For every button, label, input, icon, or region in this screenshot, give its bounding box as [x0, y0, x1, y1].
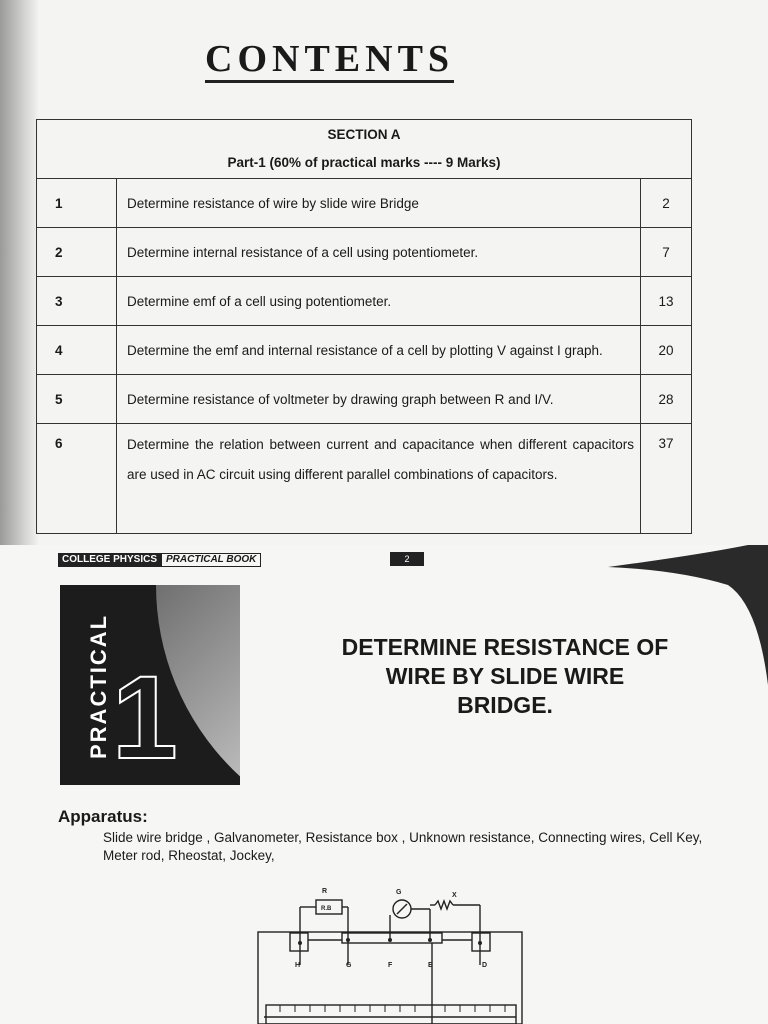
row-number: 6	[37, 424, 117, 534]
apparatus-heading: Apparatus:	[58, 807, 148, 826]
label-rb: R.B	[321, 906, 332, 912]
practical-number: 1	[112, 652, 178, 784]
table-row	[37, 228, 692, 277]
page-number-badge: 2	[390, 552, 424, 566]
row-page: 28	[641, 375, 692, 424]
chapter-title: DETERMINE RESISTANCE OF WIRE BY SLIDE WIRE BRIDGE.	[341, 634, 669, 718]
row-number: 2	[37, 228, 117, 277]
row-number: 1	[37, 179, 117, 228]
contents-table	[36, 119, 692, 534]
row-title: Determine emf of a cell using potentiometer.	[117, 277, 641, 326]
slide-wire-bridge-diagram	[250, 885, 530, 1024]
row-title: Determine resistance of wire by slide wire Bridge	[117, 179, 641, 228]
row-page: 37	[641, 424, 692, 534]
label-r: R	[322, 888, 328, 895]
table-row	[37, 326, 692, 375]
section-label: SECTION A	[327, 127, 401, 142]
apparatus-text: Slide wire bridge , Galvanometer, Resistance box , Unknown resistance, Connecting wires, Cell Key, Meter rod, Rheostat, Jockey,	[103, 830, 703, 863]
row-page: 2	[641, 179, 692, 228]
row-title: Determine internal resistance of a cell using potentiometer.	[117, 228, 641, 277]
book-header	[58, 553, 261, 567]
table-row	[37, 375, 692, 424]
part-label: Part-1 (60% of practical marks ---- 9 Marks)	[227, 155, 501, 170]
table-header	[37, 120, 692, 179]
row-title: Determine resistance of voltmeter by drawing graph between R and I/V.	[117, 375, 641, 424]
label-f: F	[388, 962, 393, 969]
row-page: 13	[641, 277, 692, 326]
row-number: 4	[37, 326, 117, 375]
practical-banner	[60, 585, 240, 785]
table-row	[37, 277, 692, 326]
row-title: Determine the emf and internal resistance of a cell by plotting V against I graph.	[117, 326, 641, 375]
practical-page	[0, 545, 768, 1024]
label-g: G	[346, 962, 352, 969]
row-number: 5	[37, 375, 117, 424]
row-page: 20	[641, 326, 692, 375]
row-title: Determine the relation between current and capacitance when different capacitors are used in AC circuit using different parallel combinations of capacitors.	[117, 424, 641, 534]
row-page: 7	[641, 228, 692, 277]
contents-title: CONTENTS	[205, 38, 454, 83]
table-row	[37, 179, 692, 228]
label-h: H	[295, 962, 301, 969]
label-d: D	[482, 962, 488, 969]
row-number: 3	[37, 277, 117, 326]
label-g-top: G	[396, 889, 402, 896]
table-row	[37, 424, 692, 534]
header-right: PRACTICAL BOOK	[161, 553, 261, 567]
label-x: X	[452, 892, 457, 899]
label-e: E	[428, 962, 433, 969]
header-left: COLLEGE PHYSICS	[58, 553, 161, 567]
practical-label: PRACTICAL	[86, 613, 111, 759]
page-shadow	[0, 0, 38, 545]
